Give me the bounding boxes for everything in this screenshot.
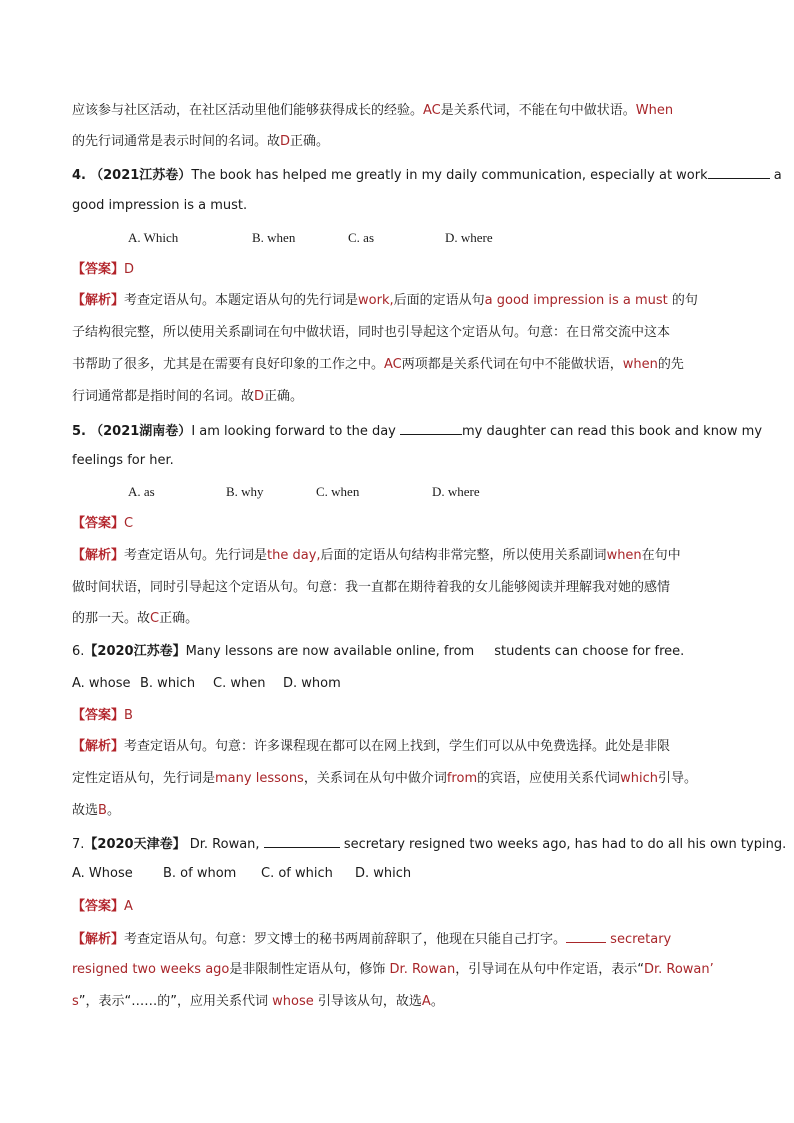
q7-analysis-line-2: [72, 960, 724, 980]
analysis-term: D: [254, 389, 265, 404]
question-stem: my daughter can read this book and know my: [462, 424, 763, 439]
answer-label: 【答案】: [72, 899, 125, 914]
question-stem: I am looking forward to the day: [191, 424, 396, 439]
analysis-text: 。: [430, 994, 444, 1009]
answer-blank: [708, 164, 770, 179]
analysis-text: 的先: [657, 357, 684, 372]
option-c: C. when: [213, 676, 266, 691]
option-a: A. Whose: [72, 866, 133, 881]
analysis-text: 子结构很完整，所以使用关系副词在句中做状语，同时也引导起这个定语从句。句意：在日常交流中这本: [72, 325, 671, 340]
question-stem: Many lessons are now available online, from: [185, 644, 475, 659]
analysis-label: 【解析】: [72, 739, 125, 754]
q4-analysis-line-3: [72, 355, 724, 375]
intro-line-1: [72, 101, 724, 121]
analysis-term: resigned two weeks ago: [72, 962, 230, 977]
analysis-text: 的那一天。故: [72, 611, 151, 626]
analysis-term: s: [72, 994, 79, 1009]
analysis-term: AC: [384, 357, 402, 372]
analysis-label: 【解析】: [72, 932, 125, 947]
q5-stem-line-1: [72, 420, 763, 442]
q7-stem-line-1: [72, 833, 787, 855]
analysis-text: 后面的定语从句: [393, 293, 485, 308]
option-b: B. which: [140, 676, 196, 691]
analysis-term: a good impression is a must: [484, 293, 668, 308]
q5-analysis-line-3: [72, 609, 724, 629]
answer-blank: [400, 420, 462, 435]
question-source: （2021江苏卷）: [90, 168, 192, 183]
analysis-text: 正确。: [159, 611, 199, 626]
analysis-term: from: [446, 771, 478, 786]
question-stem: a: [773, 168, 782, 183]
question-number: 6.: [72, 644, 85, 659]
analysis-text: 考查定语从句。先行词是: [124, 548, 268, 563]
intro-term: AC: [423, 103, 441, 118]
q6-stem-line-1: [72, 642, 724, 662]
question-number: 5.: [72, 424, 86, 439]
analysis-term: when: [606, 548, 642, 563]
analysis-text: 定性定语从句，先行词是: [72, 771, 216, 786]
analysis-text: ，引导词在从句中作定语，表示“: [455, 962, 644, 977]
analysis-text: 引导该从句，故选: [317, 994, 422, 1009]
answer-blank: [566, 928, 606, 943]
option-d: D. where: [432, 484, 480, 499]
analysis-term: C: [150, 611, 160, 626]
intro-text: 应该参与社区活动，在社区活动里他们能够获得成长的经验。: [72, 103, 424, 118]
question-stem: secretary resigned two weeks ago, has had to do all his own typing.: [343, 837, 787, 852]
q4-answer: [72, 260, 724, 280]
analysis-text: 的宾语，应使用关系代词: [477, 771, 621, 786]
question-source: （2021湖南卷）: [90, 424, 192, 439]
question-source: 【2020天津卷】: [84, 837, 186, 852]
q5-analysis-line-2: [72, 578, 724, 598]
analysis-term: which: [620, 771, 659, 786]
answer-blank: [264, 833, 340, 848]
option-a: A. Which: [128, 230, 179, 245]
q7-analysis-line-1: [72, 928, 724, 950]
question-stem: students can choose for free.: [494, 644, 685, 659]
option-c: C. when: [316, 484, 360, 499]
option-b: B. why: [226, 484, 264, 499]
q7-analysis-line-3: [72, 992, 724, 1012]
analysis-term: Dr. Rowan: [389, 962, 456, 977]
answer-label: 【答案】: [72, 516, 125, 531]
analysis-text: 是非限制性定语从句，修饰: [229, 962, 386, 977]
intro-text: 的先行词通常是表示时间的名词。故: [72, 134, 281, 149]
q6-analysis-line-3: [72, 801, 724, 821]
analysis-term: work,: [358, 293, 394, 308]
analysis-text: ，关系词在从句中做介词: [303, 771, 447, 786]
analysis-text: 的句: [671, 293, 698, 308]
analysis-text: 后面的定语从句结构非常完整，所以使用关系副词: [320, 548, 607, 563]
analysis-text: 考查定语从句。本题定语从句的先行词是: [124, 293, 359, 308]
q6-analysis-line-2: [72, 769, 724, 789]
analysis-term: Dr. Rowan’: [643, 962, 714, 977]
analysis-text: 做时间状语，同时引导起这个定语从句。句意：我一直都在期待着我的女儿能够阅读并理解我对她的感情: [72, 580, 671, 595]
analysis-text: ”，表示“……的”，应用关系代词: [78, 994, 268, 1009]
analysis-text: 考查定语从句。句意：罗文博士的秘书两周前辞职了，他现在只能自己打字。: [124, 932, 567, 947]
analysis-term: when: [622, 357, 658, 372]
analysis-term: whose: [272, 994, 314, 1009]
q4-analysis-line-2: [72, 323, 724, 343]
option-b: B. when: [252, 230, 296, 245]
question-stem: good impression is a must.: [72, 198, 248, 213]
question-number: 4.: [72, 168, 86, 183]
analysis-term: B: [98, 803, 107, 818]
analysis-label: 【解析】: [72, 548, 125, 563]
option-a: A. as: [128, 484, 155, 499]
analysis-text: 正确。: [264, 389, 304, 404]
analysis-text: 行词通常都是指时间的名词。故: [72, 389, 255, 404]
q4-stem-line-1: [72, 164, 782, 186]
q4-analysis-line-1: [72, 291, 724, 311]
analysis-term: A: [421, 994, 431, 1009]
q4-analysis-line-4: [72, 387, 724, 407]
question-source: 【2020江苏卷】: [84, 644, 186, 659]
option-d: D. where: [445, 230, 493, 245]
analysis-text: 两项都是关系代词在句中不能做状语，: [401, 357, 623, 372]
question-stem: Dr. Rowan,: [189, 837, 260, 852]
answer-value: D: [124, 262, 135, 277]
analysis-term: secretary: [610, 932, 672, 947]
intro-term: D: [280, 134, 291, 149]
option-b: B. of whom: [163, 866, 237, 881]
answer-value: B: [124, 708, 133, 723]
analysis-text: 引导。: [658, 771, 698, 786]
q6-answer: [72, 706, 724, 726]
q6-analysis-line-1: [72, 737, 724, 757]
analysis-text: 在句中: [641, 548, 681, 563]
option-a: A. whose: [72, 676, 131, 691]
analysis-text: 故选: [72, 803, 99, 818]
analysis-term: the day,: [267, 548, 321, 563]
analysis-text: 考查定语从句。句意：许多课程现在都可以在网上找到，学生们可以从中免费选择。此处是非限: [124, 739, 671, 754]
intro-line-2: [72, 132, 724, 152]
answer-label: 【答案】: [72, 708, 125, 723]
analysis-text: 。: [106, 803, 120, 818]
q4-stem-line-2: [72, 196, 724, 216]
q5-answer: [72, 514, 724, 534]
question-stem: The book has helped me greatly in my daily communication, especially at work: [191, 168, 708, 183]
answer-value: A: [124, 899, 133, 914]
analysis-term: many lessons: [215, 771, 304, 786]
analysis-label: 【解析】: [72, 293, 125, 308]
intro-text: 是关系代词，不能在句中做状语。: [440, 103, 636, 118]
option-d: D. which: [355, 866, 412, 881]
option-c: C. as: [348, 230, 374, 245]
option-d: D. whom: [283, 676, 341, 691]
answer-label: 【答案】: [72, 262, 125, 277]
option-c: C. of which: [261, 866, 333, 881]
question-stem: feelings for her.: [72, 453, 174, 468]
answer-value: C: [124, 516, 134, 531]
intro-term: When: [635, 103, 674, 118]
intro-text: 正确。: [290, 134, 330, 149]
q7-answer: [72, 897, 724, 917]
q5-stem-line-2: [72, 451, 724, 471]
question-number: 7.: [72, 837, 85, 852]
q5-analysis-line-1: [72, 546, 724, 566]
analysis-text: 书帮助了很多，尤其是在需要有良好印象的工作之中。: [72, 357, 385, 372]
